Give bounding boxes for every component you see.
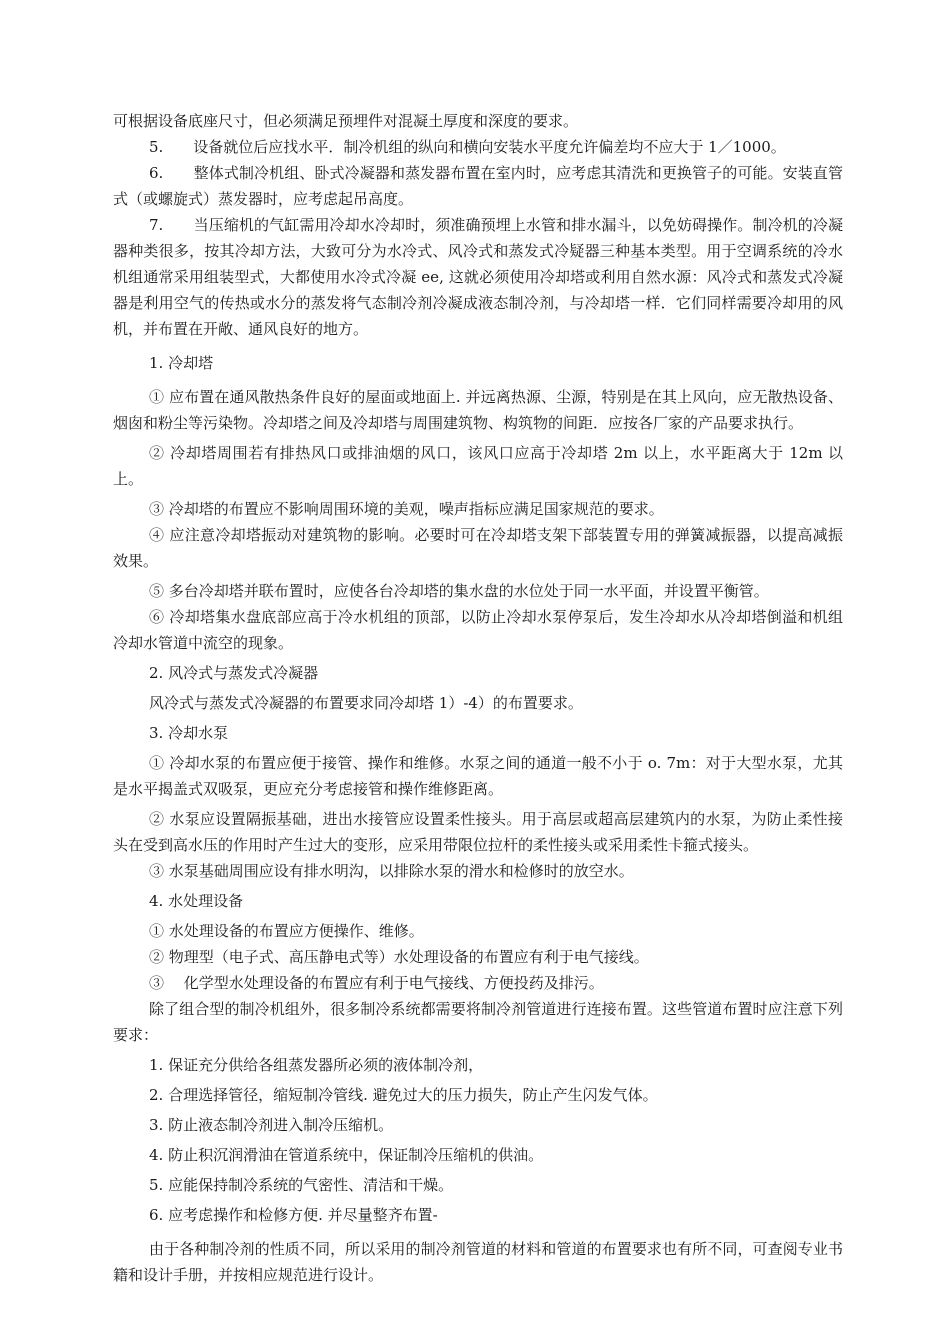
paragraph-item-5: 5. 设备就位后应找水平．制冷机组的纵向和横向安装水平度允许偏差均不应大于 1／1000。 <box>149 138 786 156</box>
paragraph: 由于各种制冷剂的性质不同，所以采用的制冷剂管道的材料和管道的布置要求也有所不同，可查阅专业书籍和设计手册，并按相应规范进行设计。 <box>113 1240 843 1284</box>
list-item: ④ 应注意冷却塔振动对建筑物的影响。必要时可在冷却塔支架下部装置专用的弹簧减振器，以提高减振效果。 <box>113 526 843 570</box>
list-item: 5. 应能保持制冷系统的气密性、清洁和干燥。 <box>149 1176 454 1194</box>
document-body <box>113 108 843 1288</box>
list-item: ② 物理型（电子式、高压静电式等）水处理设备的布置应有利于电气接线。 <box>149 948 649 966</box>
list-item: ① 应布置在通风散热条件良好的屋面或地面上. 并远离热源、尘源，特别是在其上风向，应无散热设备、烟囱和粉尘等污染物。冷却塔之间及冷却塔与周围建筑物、构筑物的间距．应按各厂家的产品要求执行。 <box>113 388 843 432</box>
paragraph-item-7: 7. 当压缩机的气缸需用冷却水冷却时，须准确预埋上水管和排水漏斗，以免妨碍操作。制冷机的冷凝器种类很多，按其冷却方法，大致可分为水冷式、风冷式和蒸发式冷疑器三种基本类型。用于空调系统的冷水机组通常采用组装型式，大都使用水冷式冷凝 ee, 这就必须使用冷却塔或利用自然水源：风冷式和蒸发式冷凝器是利用空气的传热或水分的蒸发将气态制冷剂冷凝成液态制冷剂，与冷却塔一样．它们同样需要冷却用的风机，并布置在开敞、通风良好的地方。 <box>113 216 843 338</box>
list-item: ① 冷却水泵的布置应便于接管、操作和维修。水泵之间的通道一般不小于 o. 7m：对于大型水泵，尤其是水平揭盖式双吸泵，更应充分考虑接管和操作维修距离。 <box>113 754 843 798</box>
paragraph: 除了组合型的制冷机组外，很多制冷系统都需要将制冷剂管道进行连接布置。这些管道布置时应注意下列要求： <box>113 1000 843 1044</box>
list-item: ② 水泵应设置隔振基础，进出水接管应设置柔性接头。用于高层或超高层建筑内的水泵，为防止柔性接头在受到高水压的作用时产生过大的变形，应采用带限位拉杆的柔性接头或采用柔性卡箍式接头。 <box>113 810 843 854</box>
section-heading-water-treatment: 4. 水处理设备 <box>149 892 244 910</box>
list-item: ③ 冷却塔的布置应不影响周围环境的美观，噪声指标应满足国家规范的要求。 <box>149 500 664 518</box>
paragraph: 可根据设备底座尺寸，但必须满足预埋件对混凝土厚度和深度的要求。 <box>113 112 579 130</box>
section-heading-condenser: 2. 风冷式与蒸发式冷凝器 <box>149 664 319 682</box>
list-item: 1. 保证充分供给各组蒸发器所必须的液体制冷剂， <box>149 1056 484 1074</box>
list-item: 2. 合理选择管径，缩短制冷管线. 避免过大的压力损失，防止产生闪发气体。 <box>149 1086 658 1104</box>
list-item: ③ 水泵基础周围应设有排水明沟，以排除水泵的滑水和检修时的放空水。 <box>149 862 634 880</box>
paragraph-item-6: 6. 整体式制冷机组、卧式冷凝器和蒸发器布置在室内时，应考虑其清洗和更换管子的可能。安装直管式（或螺旋式）蒸发器时，应考虑起吊高度。 <box>113 164 843 208</box>
list-item: 4. 防止积沉润滑油在管道系统中，保证制冷压缩机的供油。 <box>149 1146 544 1164</box>
section-heading-cooling-pump: 3. 冷却水泵 <box>149 724 229 742</box>
list-item: ① 水处理设备的布置应方便操作、维修。 <box>149 922 424 940</box>
list-item: ② 冷却塔周围若有排热风口或排油烟的风口，该风口应高于冷却塔 2m 以上，水平距离大于 12m 以上。 <box>113 444 843 488</box>
section-heading-cooling-tower: 1. 冷却塔 <box>149 354 214 372</box>
list-item: ⑤ 多台冷却塔并联布置时，应使各台冷却塔的集水盘的水位处于同一水平面，并设置平衡管。 <box>149 582 769 600</box>
list-item: ③ 化学型水处理设备的布置应有利于电气接线、方便投药及排污。 <box>149 974 604 992</box>
list-item: ⑥ 冷却塔集水盘底部应高于冷水机组的顶部，以防止冷却水泵停泵后，发生冷却水从冷却塔倒溢和机组冷却水管道中流空的现象。 <box>113 608 843 652</box>
list-item: 3. 防止液态制冷剂进入制冷压缩机。 <box>149 1116 394 1134</box>
list-item: 6. 应考虑操作和检修方便. 并尽量整齐布置- <box>149 1206 438 1224</box>
paragraph: 风冷式与蒸发式冷凝器的布置要求同冷却塔 1）-4）的布置要求。 <box>149 694 583 712</box>
